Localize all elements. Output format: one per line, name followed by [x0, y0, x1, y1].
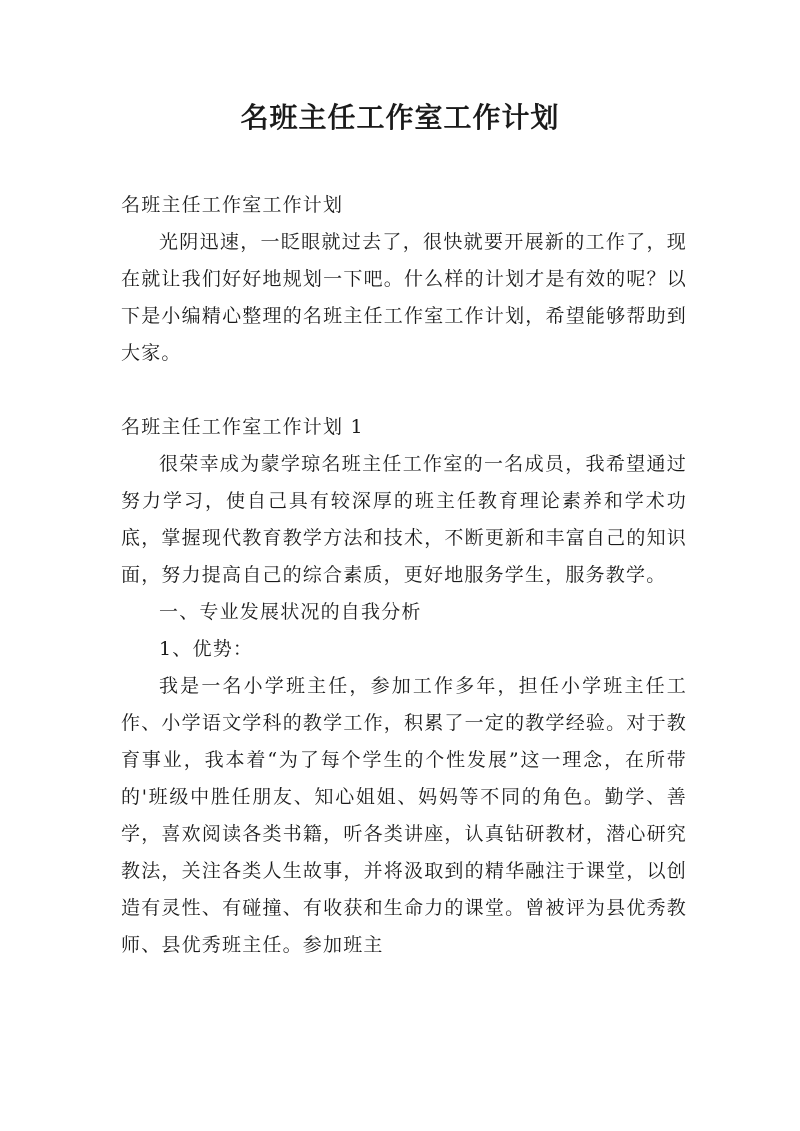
document-title: 名班主任工作室工作计划 [240, 101, 560, 134]
section1-heading: 一、专业发展状况的自我分析 [159, 601, 422, 623]
intro-heading: 名班主任工作室工作计划 [121, 194, 344, 216]
plan1-paragraph: 很荣幸成为蒙学琼名班主任工作室的一名成员，我希望通过努力学习，使自己具有较深厚的班主任教育理论素养和学术功底，掌握现代教育教学方法和技术，不断更新和丰富自己的知识面，努力提高自己的综合素质，更好地服务学生，服务教学。 [121, 453, 687, 586]
intro-paragraph: 光阴迅速，一眨眼就过去了，很快就要开展新的工作了，现在就让我们好好地规划一下吧。什么样的计划才是有效的呢？以下是小编精心整理的名班主任工作室工作计划，希望能够帮助到大家。 [121, 231, 687, 364]
subsection1-heading: 1、优势： [159, 638, 254, 660]
advantages-paragraph: 我是一名小学班主任，参加工作多年，担任小学班主任工作、小学语文学科的教学工作，积累了一定的教学经验。对于教育事业，我本着“为了每个学生的个性发展”这一理念，在所带的'班级中胜任朋友、知心姐姐、妈妈等不同的角色。勤学、善学，喜欢阅读各类书籍，听各类讲座，认真钻研教材，潜心研究教法，关注各类人生故事，并将汲取到的精华融注于课堂，以创造有灵性、有碰撞、有收获和生命力的课堂。曾被评为县优秀教师、县优秀班主任。参加班主 [121, 675, 687, 956]
document-body [121, 187, 687, 964]
plan1-heading: 名班主任工作室工作计划 1 [121, 416, 364, 438]
section-spacer [121, 372, 687, 409]
